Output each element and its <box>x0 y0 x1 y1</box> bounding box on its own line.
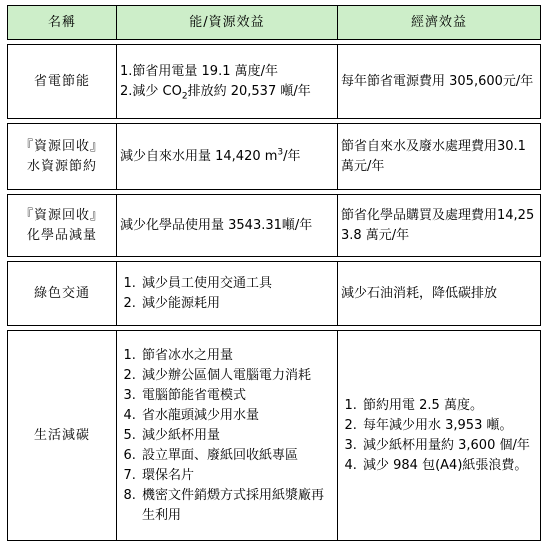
energy-power-1: 1.節省用電量 19.1 萬度/年 <box>120 63 278 79</box>
row-energy-power <box>117 45 338 119</box>
list-item: 6. 設立單面、廢紙回收紙專區 <box>140 446 334 466</box>
header-row <box>8 6 541 40</box>
row-econ-water: 節省自來水及廢水處理費用30.1 萬元/年 <box>338 124 541 190</box>
table-row <box>8 195 541 257</box>
list-item: 2. 每年減少用水 3,953 噸。 <box>361 416 537 436</box>
chem-name-2: 化學品減量 <box>26 227 97 243</box>
co2-pre: 2.減少 CO <box>120 83 182 99</box>
water-sup: 3 <box>277 147 284 158</box>
list-item: 2. 減少辦公區個人電腦電力消耗 <box>140 366 334 386</box>
list-item: 3. 減少紙杯用量約 3,600 個/年 <box>361 436 537 456</box>
row-energy-water <box>117 124 338 190</box>
list-item: 5. 減少紙杯用量 <box>140 426 334 446</box>
energy-power-2 <box>120 82 334 102</box>
table-row <box>8 45 541 119</box>
table-row <box>8 262 541 326</box>
life-econ-list <box>341 396 537 476</box>
list-item: 7. 環保名片 <box>140 466 334 486</box>
water-post: /年 <box>283 148 301 164</box>
chem-name-1: 『資源回收』 <box>19 207 104 223</box>
water-name-1: 『資源回收』 <box>19 138 104 154</box>
list-item: 3. 電腦節能省電模式 <box>140 386 334 406</box>
list-item: 1. 減少員工使用交通工具 <box>140 274 334 294</box>
row-energy-life <box>117 331 338 541</box>
water-name-2: 水資源節約 <box>26 158 97 174</box>
row-econ-life <box>338 331 541 541</box>
table-row <box>8 331 541 541</box>
row-econ-traffic: 減少石油消耗，降低碳排放 <box>338 262 541 326</box>
row-energy-chem: 減少化學品使用量 3543.31噸/年 <box>117 195 338 257</box>
benefit-table <box>7 5 541 541</box>
row-name-water <box>8 124 117 190</box>
row-name-power: 省電節能 <box>8 45 117 119</box>
header-energy: 能/資源效益 <box>117 6 338 40</box>
list-item: 1. 節省冰水之用量 <box>140 346 334 366</box>
list-item: 2. 減少能源耗用 <box>140 294 334 314</box>
list-item: 4. 減少 984 包(A4)紙張浪費。 <box>361 456 537 476</box>
co2-post: 排放約 20,537 噸/年 <box>187 83 311 99</box>
row-name-traffic: 綠色交通 <box>8 262 117 326</box>
header-econ: 經濟效益 <box>338 6 541 40</box>
co2-sub: 2 <box>181 91 188 102</box>
row-econ-power: 每年節省電源費用 305,600元/年 <box>338 45 541 119</box>
table-row <box>8 124 541 190</box>
header-name: 名稱 <box>8 6 117 40</box>
row-name-chem <box>8 195 117 257</box>
traffic-list <box>120 274 334 314</box>
list-item: 8. 機密文件銷燬方式採用紙漿廠再生利用 <box>140 486 334 526</box>
life-energy-list <box>120 346 334 526</box>
row-name-life: 生活減碳 <box>8 331 117 541</box>
row-econ-chem: 節省化學品購買及處理費用14,253.8 萬元/年 <box>338 195 541 257</box>
list-item: 4. 省水龍頭減少用水量 <box>140 406 334 426</box>
water-pre: 減少自來水用量 14,420 m <box>120 148 278 164</box>
list-item: 1. 節約用電 2.5 萬度。 <box>361 396 537 416</box>
row-energy-traffic <box>117 262 338 326</box>
